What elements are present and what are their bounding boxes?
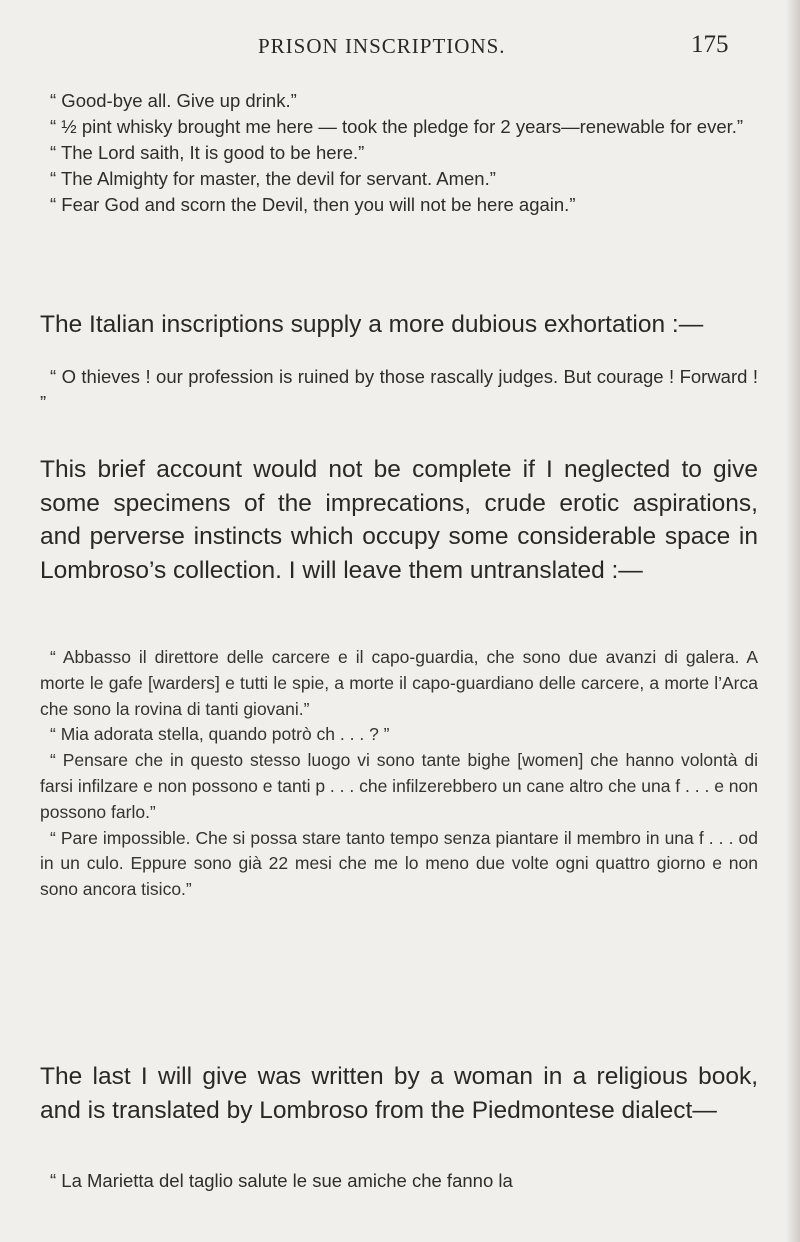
inscription-thieves: “ O thieves ! our profession is ruined by those rascally judges. But courage ! Forward ! ” xyxy=(40,366,758,413)
paragraph-last-text: The last I will give was written by a woman in a religious book, and is translated by Lombroso from the Piedmontese dialect— xyxy=(40,1063,758,1124)
paragraph-brief-account-text: This brief account would not be complete if I neglected to give some specimens of the imprecations, crude erotic aspirations, and perverse instincts which occupy some considerable space in Lombroso’s collection. I will leave them untranslated :— xyxy=(40,456,758,584)
page-edge-shadow xyxy=(786,0,800,1242)
inscription-whisky: “ ½ pint whisky brought me here — took the pledge for 2 years—renewable for ever.” xyxy=(50,116,744,137)
inscription-lord-saith: “ The Lord saith, It is good to be here.” xyxy=(50,142,365,163)
running-head: PRISON INSCRIPTIONS. xyxy=(258,34,506,58)
inscription-fear-god: “ Fear God and scorn the Devil, then you will not be here again.” xyxy=(50,194,576,215)
inscription-pare-impossible: “ Pare impossible. Che si possa stare tanto tempo senza piantare il membro in una f . . . od in un culo. Eppure sono già 22 mesi che me lo meno due volte ogni quattro giorno e non sono ancora tisico.” xyxy=(40,827,758,900)
inscription-abbasso: “ Abbasso il direttore delle carcere e il capo-guardia, che sono due avanzi di galera. A morte le gafe [warders] e tutti le spie, a morte il capo-guardiano delle carcere, a morte l’Arca che sono la rovina di tanti giovani.” xyxy=(40,647,758,719)
thieves-inscription xyxy=(40,364,758,416)
paragraph-italian-intro-text: The Italian inscriptions supply a more dubious exhortation :— xyxy=(40,311,704,338)
inscription-pensare: “ Pensare che in questo stesso luogo vi sono tante bighe [women] che hanno volontà di farsi infilzare e non possono e tanti p . . . che infilzerebbero un cane altro che una f . . . e non possono farlo.” xyxy=(40,750,758,822)
last-inscription xyxy=(40,1168,758,1194)
english-inscriptions xyxy=(40,88,758,218)
inscription-almighty: “ The Almighty for master, the devil for servant. Amen.” xyxy=(50,168,496,189)
paragraph-brief-account xyxy=(40,453,758,587)
inscription-marietta: “ La Marietta del taglio salute le sue amiche che fanno la xyxy=(50,1170,513,1191)
inscription-mia-adorata: “ Mia adorata stella, quando potrò ch . . . ? ” xyxy=(50,724,390,745)
page-number: 175 xyxy=(691,31,729,58)
italian-inscriptions xyxy=(40,645,758,903)
inscription-goodbye: “ Good-bye all. Give up drink.” xyxy=(50,90,297,111)
paragraph-italian-intro xyxy=(40,308,758,342)
paragraph-last xyxy=(40,1060,758,1127)
